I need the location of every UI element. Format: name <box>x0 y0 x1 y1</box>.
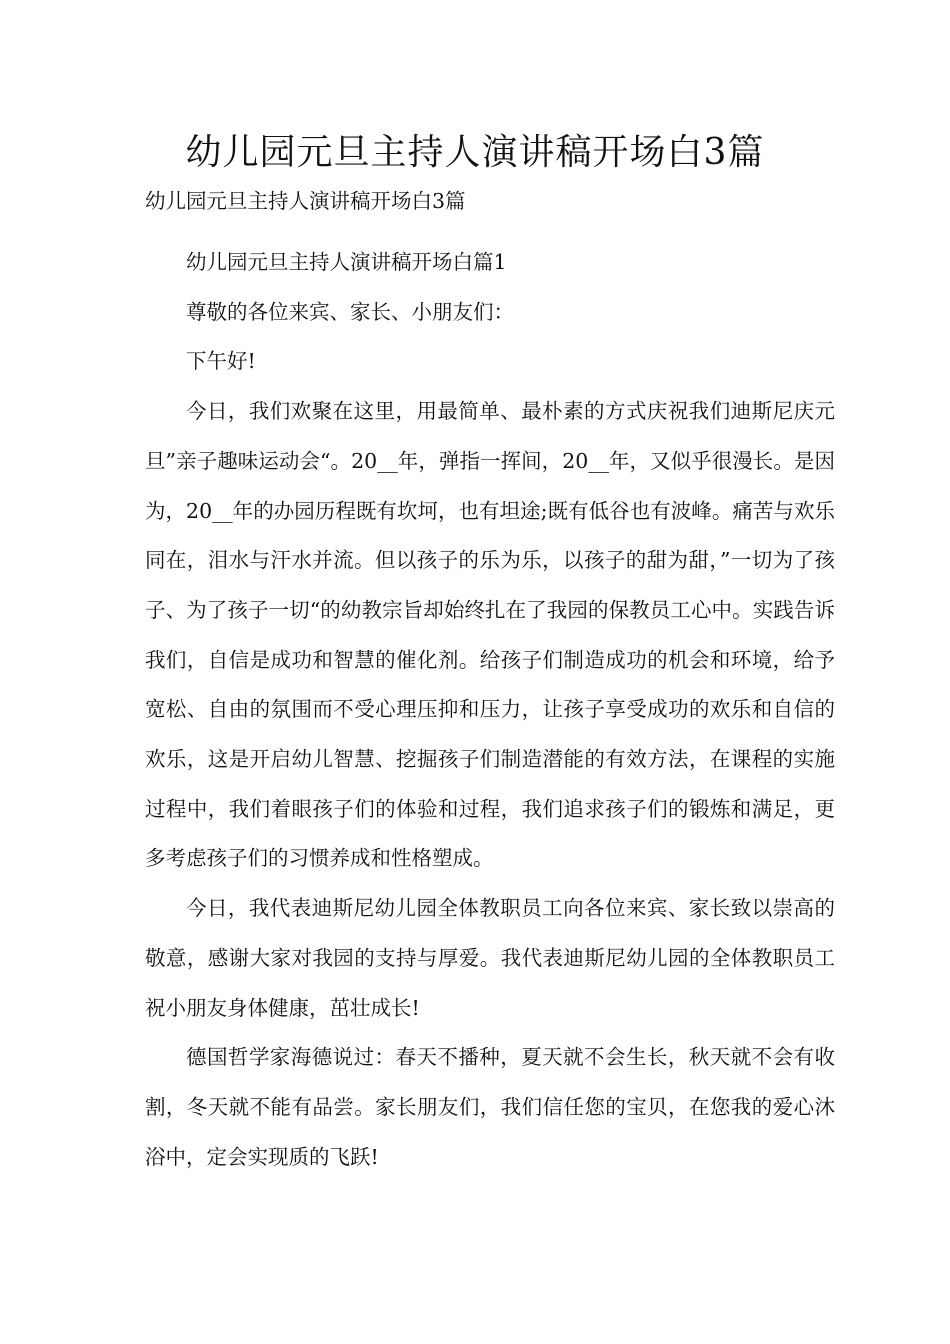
document-body <box>145 182 835 1182</box>
greeting: 下午好! <box>186 349 256 374</box>
body-paragraph: 德国哲学家海德说过：春天不播种，夏天就不会生长，秋天就不会有收割，冬天就不能有品尝。家长朋友们，我们信任您的宝贝，在您我的爱心沐浴中，定会实现质的飞跃! <box>145 1045 835 1169</box>
document-title: 幼儿园元旦主持人演讲稿开场白3篇 <box>185 132 765 173</box>
body-paragraph: 今日，我们欢聚在这里，用最简单、最朴素的方式庆祝我们迪斯尼庆元旦”亲子趣味运动会“。20__年，弹指一挥间，20__年，又似乎很漫长。是因为，20__年的办园历程既有坎坷，也有坦途;既有低谷也有波峰。痛苦与欢乐同在，泪水与汗水并流。但以孩子的乐为乐，以孩子的甜为甜，”一切为了孩子、为了孩子一切“的幼教宗旨却始终扎在了我园的保教员工心中。实践告诉我们，自信是成功和智慧的催化剂。给孩子们制造成功的机会和环境，给予宽松、自由的氛围而不受心理压抑和压力，让孩子享受成功的欢乐和自信的欢乐，这是开启幼儿智慧、挖掘孩子们制造潜能的有效方法，在课程的实施过程中，我们着眼孩子们的体验和过程，我们追求孩子们的锻炼和满足，更多考虑孩子们的习惯养成和性格塑成。 <box>145 399 835 871</box>
document-subtitle: 幼儿园元旦主持人演讲稿开场白3篇 <box>145 189 466 213</box>
section-heading: 幼儿园元旦主持人演讲稿开场白篇1 <box>186 250 507 274</box>
body-paragraph: 今日，我代表迪斯尼幼儿园全体教职员工向各位来宾、家长致以崇高的敬意，感谢大家对我园的支持与厚爱。我代表迪斯尼幼儿园的全体教职员工祝小朋友身体健康，茁壮成长! <box>145 896 835 1020</box>
salutation: 尊敬的各位来宾、家长、小朋友们： <box>186 299 514 324</box>
